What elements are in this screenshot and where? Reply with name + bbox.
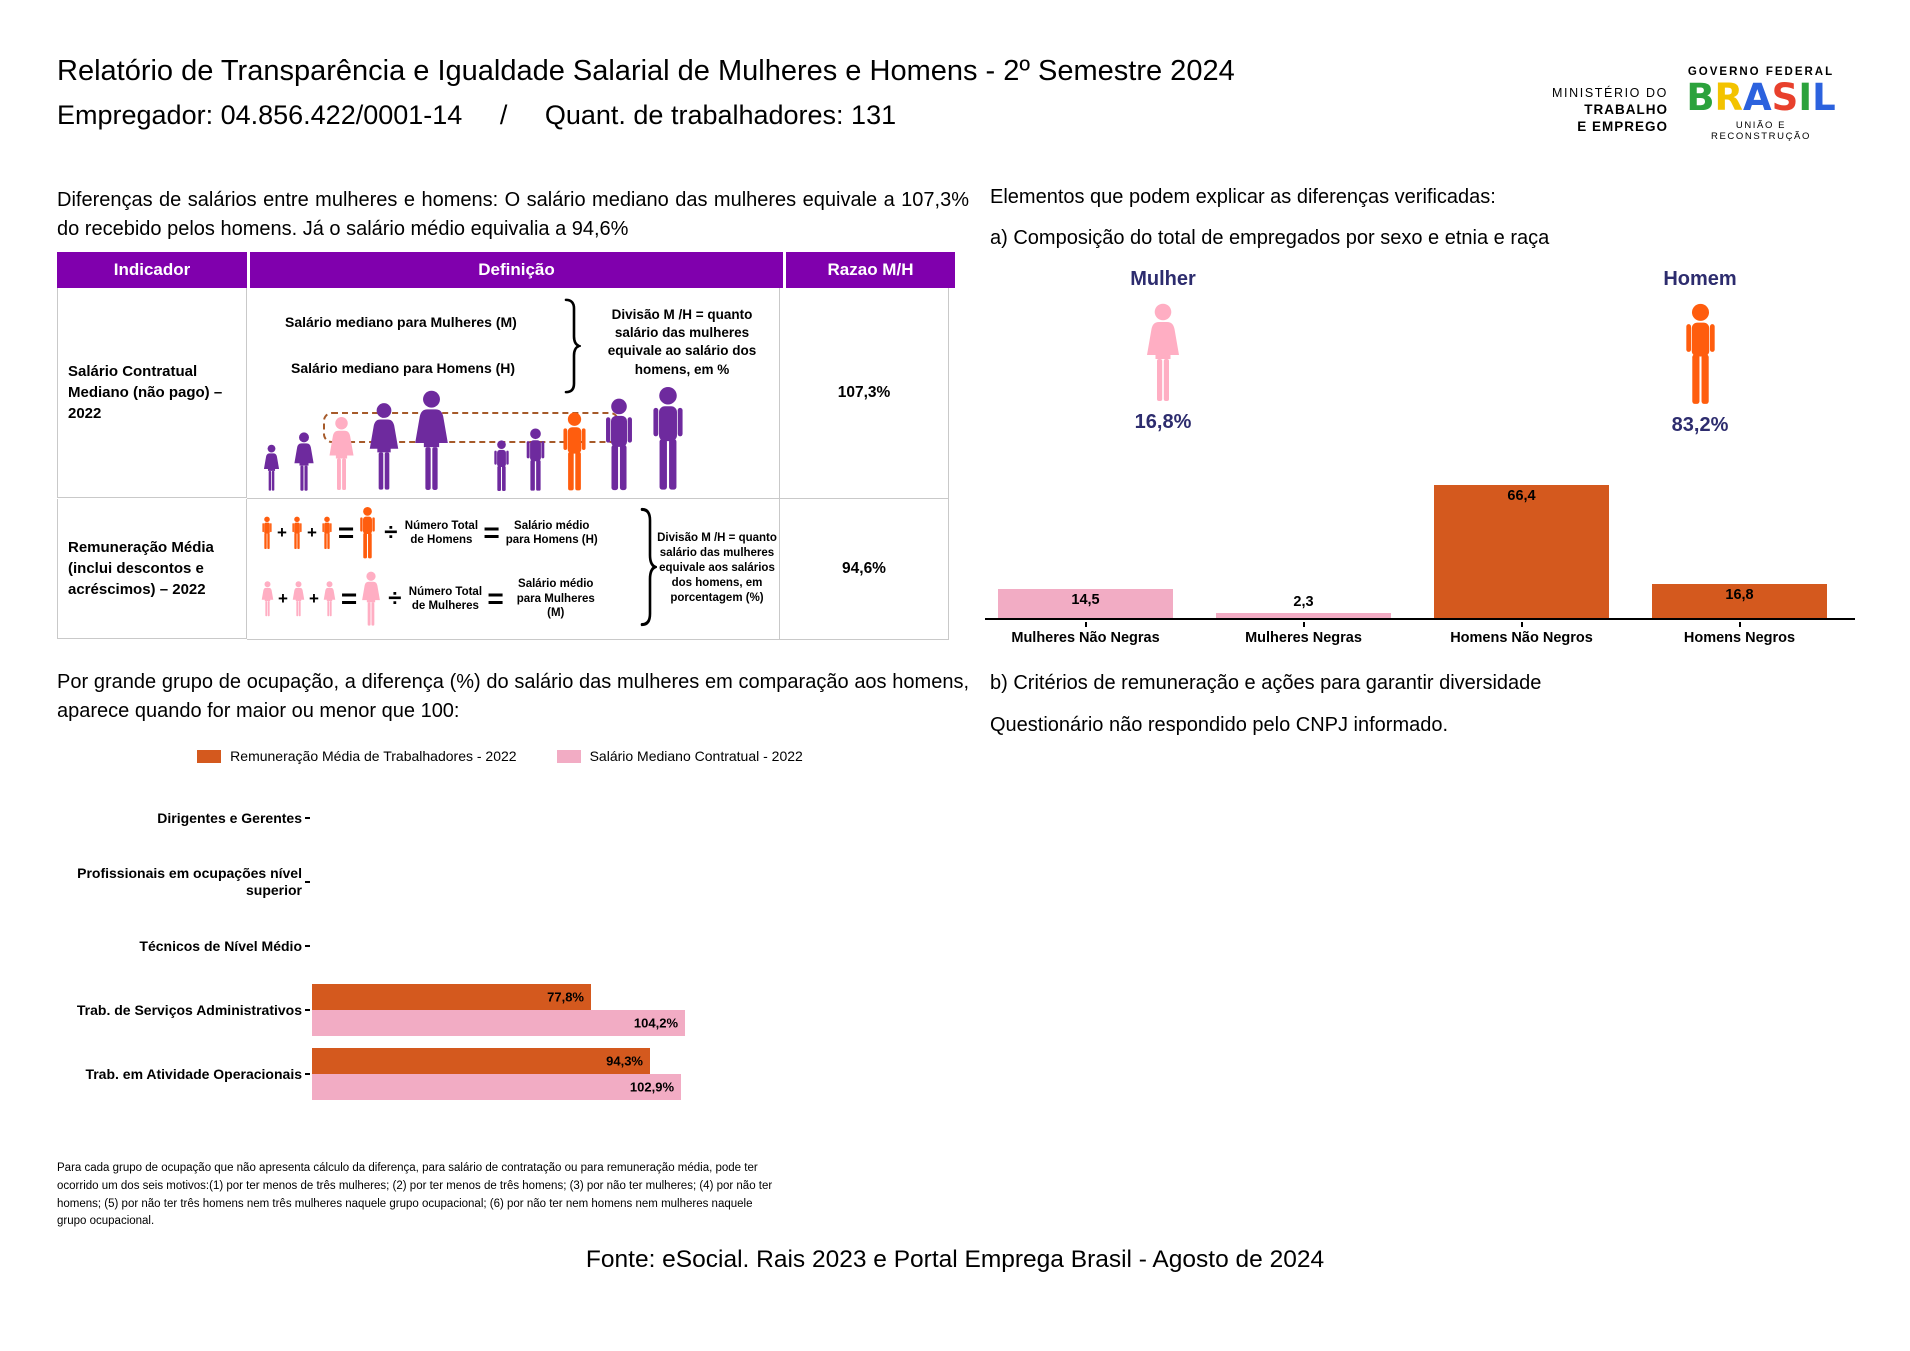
female-percentage: 16,8% [1134,411,1192,433]
median-man-icon [560,412,589,492]
ratio-cell: 107,3% [780,288,949,499]
male-percentage: 83,2% [1671,414,1729,436]
axis-tick-icon [1739,622,1741,627]
men-figures-group [492,386,687,492]
male-share-block [1615,268,1785,437]
separator: / [499,100,508,130]
brasil-letter: S [1771,76,1799,119]
women-count-label: Número Total de Mulheres [408,585,483,612]
equals-sign: = [487,583,503,614]
axis-tick-icon [1303,622,1305,627]
composition-bar [1652,584,1827,618]
axis-tick-icon [1085,622,1087,627]
chart-legend [120,748,880,764]
gov-federal-logo [1686,66,1836,142]
legend-label: Remuneração Média de Trabalhadores - 2022 [230,748,517,764]
occupation-bar [312,984,591,1010]
woman-icon [1145,303,1181,403]
composition-bar-column [1434,478,1609,618]
man-icon [649,386,687,492]
category-label-text: Mulheres Não Negras [1011,630,1160,646]
brasil-letter: R [1714,76,1744,119]
plus-sign: + [277,523,287,542]
woman-icon [292,581,305,617]
definition-note: Divisão M /H = quanto salário das mulheres equivale ao salário dos homens, em % [607,307,757,377]
occupation-row [57,850,957,914]
occupation-bar [312,1048,650,1074]
composition-bar [1216,613,1391,618]
occupation-bars [310,786,957,850]
female-share-block [1078,268,1248,434]
composition-bar [998,589,1173,618]
man-icon [358,506,377,560]
brasil-letter: B [1686,76,1715,119]
brasil-letter: I [1798,76,1813,119]
category-label-text: Homens Negros [1683,630,1796,646]
ministry-line3: E EMPREGO [1577,118,1668,134]
women-average-formula [261,567,604,631]
table-row-remuneracao-media [57,499,955,640]
median-pictogram [263,386,687,492]
ministry-line1: MINISTÉRIO DO [1552,86,1668,100]
brasil-letter: A [1743,76,1772,119]
bar-value-label: 77,8% [547,989,584,1005]
female-label: Mulher [1130,268,1196,290]
composition-plot [985,478,1855,620]
footnote: Para cada grupo de ocupação que não apresenta cálculo da diferença, para salário de contratação ou para remuneração média, pode ter ocorrido um dos seis motivos:(1) por ter menos de três mulheres; (2) por ter menos de três homens; (3) por não ter mulheres; (4) por não ter homens; (5) por não ter três homens nem três mulheres naquele grupo ocupacional; (6) por não ter nem homens nem mulheres naquele grupo ocupacional. [57,1162,773,1228]
women-salary-label: Salário médio para Mulheres (M) [516,578,595,620]
occupation-bars [310,850,957,914]
woman-icon [361,571,381,627]
table-row-salario-mediano [57,288,955,499]
occupation-category-label: Trab. em Atividade Operacionais [57,1042,310,1106]
composition-bar-column [998,478,1173,618]
bar-value-label: 102,9% [629,1079,674,1095]
column-header-definicao: Definição [250,252,783,288]
bar-value-label: 14,5 [1071,592,1100,608]
brace-icon [639,507,657,627]
man-icon [602,398,636,492]
occupation-row [57,1042,957,1106]
legend-item-mediano [557,748,803,764]
occupation-category-label: Trab. de Serviços Administrativos [57,978,310,1042]
occupation-category-label: Profissionais em ocupações nível superior [57,850,310,914]
legend-label: Salário Mediano Contratual - 2022 [589,748,803,764]
ministry-line2: TRABALHO [1584,101,1668,117]
occupation-intro: Por grande grupo de ocupação, a diferença (%) do salário das mulheres em comparação aos homens, aparece quando for maior ou menor que 100: [57,671,969,722]
employer-line [57,100,896,131]
definition-note: Divisão M /H = quanto salário das mulheres equivale aos salários dos homens, em porcentagem (%) [657,532,777,604]
ratio-cell: 94,6% [780,499,949,640]
woman-icon [323,581,336,617]
bar-value-label: 16,8 [1725,587,1754,603]
median-woman-icon [328,416,355,492]
table-header-row [57,252,955,288]
plus-sign: + [278,589,288,608]
man-icon [524,428,547,492]
legend-swatch-orange [197,750,221,763]
column-header-razao: Razao M/H [786,252,955,288]
occupation-bar [312,1074,681,1100]
gov-tagline: UNIÃO E RECONSTRUÇÃO [1711,119,1811,142]
ministry-block [1450,86,1668,135]
bar-value-label: 66,4 [1507,488,1536,504]
column-header-indicador: Indicador [57,252,247,288]
definition-line-women: Salário mediano para Mulheres (M) [285,314,517,330]
bar-value-label: 94,3% [606,1053,643,1069]
indicators-table [57,252,955,640]
men-salary-label: Salário médio para Homens (H) [505,519,598,546]
category-label-text: Mulheres Negras [1245,630,1362,646]
brasil-logo-text [1686,76,1836,119]
composition-bar [1434,485,1609,618]
category-label [998,622,1173,646]
man-icon [291,516,303,550]
composition-bar-column [1652,478,1827,618]
male-label: Homem [1663,268,1737,290]
indicator-cell: Remuneração Média (inclui descontos e acréscimos) – 2022 [57,499,247,639]
occupation-bars [310,978,957,1042]
occupation-row [57,786,957,850]
equals-sign: = [340,583,357,614]
men-count-label: Número Total de Homens [404,519,479,546]
men-average-formula [261,503,600,563]
legend-swatch-pink [557,750,581,763]
bar-value-label: 104,2% [633,1015,678,1031]
occupation-row [57,978,957,1042]
source-line: Fonte: eSocial. Rais 2023 e Portal Emprega Brasil - Agosto de 2024 [585,1246,1325,1273]
plus-sign: + [306,523,317,542]
section-a-title: a) Composição do total de empregados por sexo e etnia e raça [990,227,1550,249]
definition-cell [247,288,780,499]
explanatory-heading: Elementos que podem explicar as diferenças verificadas: [990,186,1496,208]
divide-sign: ÷ [384,519,398,546]
woman-icon [368,402,400,492]
woman-icon [261,581,274,617]
man-icon [261,516,273,550]
occupation-row [57,914,957,978]
divide-sign: ÷ [388,585,402,612]
man-icon [321,516,333,550]
category-label [1216,622,1391,646]
occupation-chart [57,786,957,1106]
occupation-category-label: Técnicos de Nível Médio [57,914,310,978]
gov-federal-label: GOVERNO FEDERAL [1687,66,1835,78]
indicator-cell: Salário Contratual Mediano (não pago) – 2022 [57,288,247,498]
section-b-text: Questionário não respondido pelo CNPJ informado. [990,714,1449,736]
bar-value-label: 2,3 [1293,594,1314,610]
occupation-category-label: Dirigentes e Gerentes [57,786,310,850]
composition-bar-column [1216,478,1391,618]
brace-icon [563,298,581,394]
composition-labels [985,622,1855,646]
woman-icon [263,444,280,492]
man-icon [492,440,511,492]
plus-sign: + [308,589,319,608]
women-figures-group [263,390,450,492]
equals-sign: = [337,517,354,548]
axis-tick-icon [1521,622,1523,627]
category-label [1652,622,1827,646]
equals-sign: = [483,517,499,548]
category-label [1434,622,1609,646]
workers-count: Quant. de trabalhadores: 131 [544,100,897,130]
man-icon [1682,303,1719,406]
woman-icon [413,390,450,492]
definition-line-men: Salário mediano para Homens (H) [291,360,516,376]
occupation-bars [310,1042,957,1106]
definition-cell [247,499,780,640]
salary-difference-summary: Diferenças de salários entre mulheres e homens: O salário mediano das mulheres equivale a 107,3% do recebido pelos homens. Já o salário médio equivalia a 94,6% [57,189,969,240]
category-label-text: Homens Não Negros [1450,630,1593,646]
occupation-bars [310,914,957,978]
occupation-bar [312,1010,685,1036]
employer-value: Empregador: 04.856.422/0001-14 [57,100,463,130]
brasil-letter: L [1812,76,1836,119]
legend-item-remuneracao [197,748,516,764]
woman-icon [293,432,315,492]
page-title: Relatório de Transparência e Igualdade Salarial de Mulheres e Homens - 2º Semestre 2024 [57,55,1235,87]
section-b-title: b) Critérios de remuneração e ações para garantir diversidade [990,672,1542,694]
